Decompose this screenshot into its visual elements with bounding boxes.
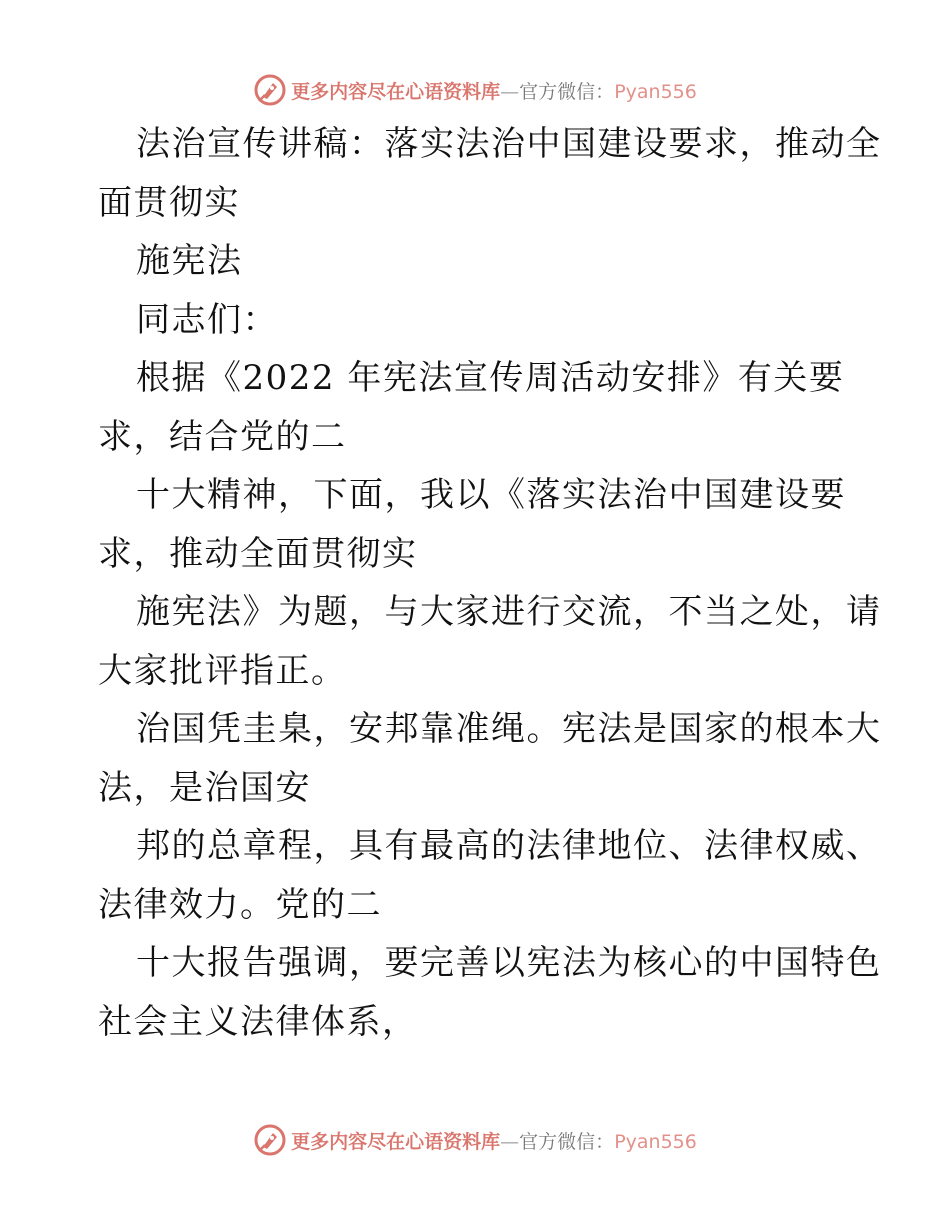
document-line: 法治宣传讲稿：落实法治中国建设要求，推动全 — [136, 124, 882, 164]
document-line: 法律效力。党的二 — [98, 884, 382, 925]
watermark-wechat-id: Pyan556 — [614, 80, 697, 103]
watermark-text — [291, 1127, 697, 1154]
document-line: 求，推动全面贯彻实 — [98, 533, 418, 574]
watermark-account: 官方微信： — [519, 80, 615, 103]
document-line: 施宪法》为题，与大家进行交流，不当之处，请 — [136, 592, 882, 632]
document-line: 十大报告强调，要完善以宪法为核心的中国特色 — [136, 943, 882, 983]
pen-nib-circle-icon — [253, 73, 287, 107]
watermark-wechat-id: Pyan556 — [614, 1130, 697, 1153]
watermark-main: 更多内容尽在心语资料库 — [291, 1130, 501, 1153]
footer-watermark — [0, 1120, 950, 1160]
watermark-dash: — — [500, 1130, 520, 1153]
watermark-dash: — — [500, 80, 520, 103]
document-line: 求，结合党的二 — [98, 416, 347, 457]
document-line: 法，是治国安 — [98, 767, 311, 808]
document-line: 治国凭圭臬，安邦靠准绳。宪法是国家的根本大 — [136, 709, 882, 749]
header-watermark — [0, 70, 950, 110]
document-line: 同志们： — [136, 299, 278, 340]
document-line: 大家批评指正。 — [98, 650, 347, 691]
document-line: 根据《2022 年宪法宣传周活动安排》有关要 — [136, 358, 845, 398]
pen-nib-circle-icon — [253, 1123, 287, 1157]
document-line: 十大精神，下面，我以《落实法治中国建设要 — [136, 475, 846, 515]
document-line: 社会主义法律体系， — [98, 1001, 418, 1042]
watermark-main: 更多内容尽在心语资料库 — [291, 80, 501, 103]
document-line: 邦的总章程，具有最高的法律地位、法律权威、 — [136, 826, 882, 866]
document-body — [98, 115, 882, 1051]
watermark-account: 官方微信： — [519, 1130, 615, 1153]
document-line: 施宪法 — [136, 241, 243, 281]
watermark-text — [291, 77, 697, 104]
document-line: 面贯彻实 — [98, 182, 240, 223]
